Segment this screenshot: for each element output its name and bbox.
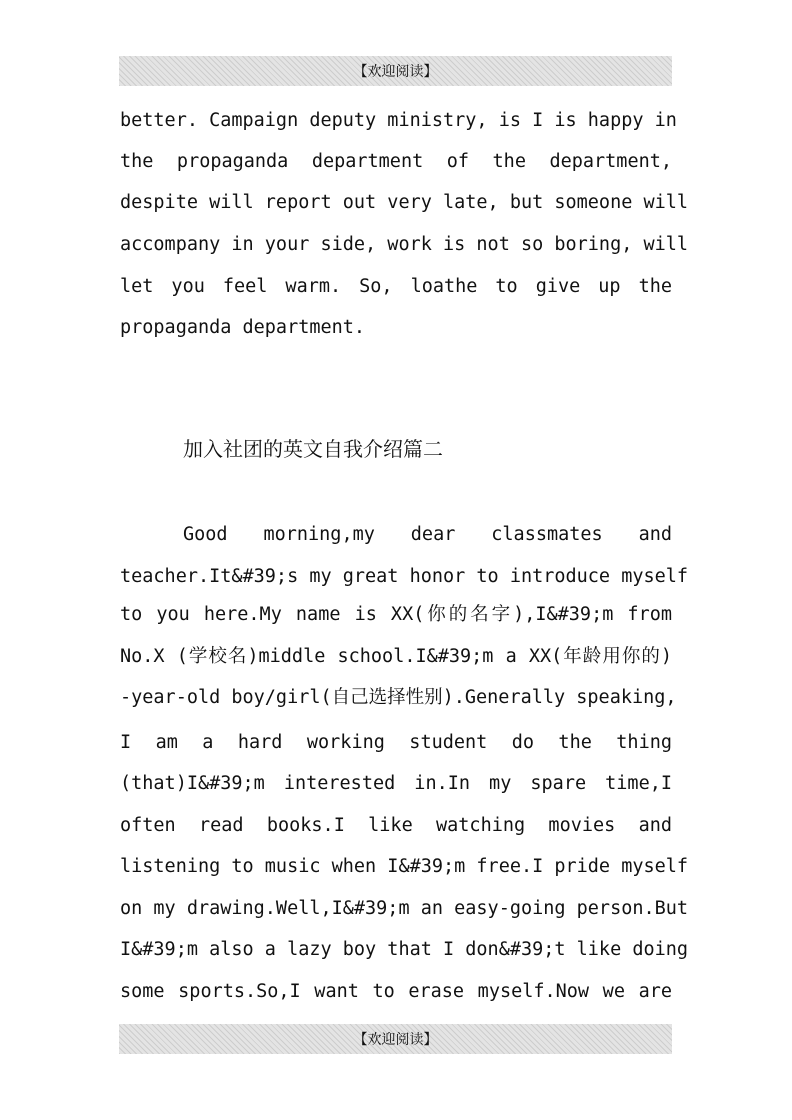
text-line: better. Campaign deputy ministry, is I is happy in: [120, 110, 677, 131]
text-line: (that)I&#39;m interested in.In my spare time,I: [120, 773, 672, 794]
text-line: accompany in your side, work is not so boring, will: [120, 234, 689, 255]
text-line: despite will report out very late, but someone will: [120, 192, 689, 213]
text-line: let you feel warm. So, loathe to give up the: [120, 276, 672, 297]
text-line: Good morning,my dear classmates and: [183, 524, 672, 545]
section-heading: 加入社团的英文自我介绍篇二: [183, 437, 443, 461]
text-line: to you here.My name is XX(你的名字),I&#39;m from: [120, 604, 672, 625]
text-line: listening to music when I&#39;m free.I pride myself: [120, 856, 689, 877]
text-line: often read books.I like watching movies and: [120, 815, 672, 836]
text-line: teacher.It&#39;s my great honor to introduce myself: [120, 566, 689, 587]
text-line: the propaganda department of the department,: [120, 151, 672, 172]
header-banner: 【欢迎阅读】: [119, 56, 672, 86]
text-line: some sports.So,I want to erase myself.Now we are: [120, 981, 672, 1002]
text-line: propaganda department.: [120, 317, 366, 338]
text-line: -year-old boy/girl(自己选择性别).Generally speaking,: [120, 687, 677, 708]
footer-banner: 【欢迎阅读】: [119, 1024, 672, 1054]
text-line: on my drawing.Well,I&#39;m an easy-going person.But: [120, 898, 689, 919]
text-line: No.X (学校名)middle school.I&#39;m a XX(年龄用你的): [120, 646, 672, 667]
text-line: I am a hard working student do the thing: [120, 732, 672, 753]
text-line: I&#39;m also a lazy boy that I don&#39;t like doing: [120, 939, 689, 960]
